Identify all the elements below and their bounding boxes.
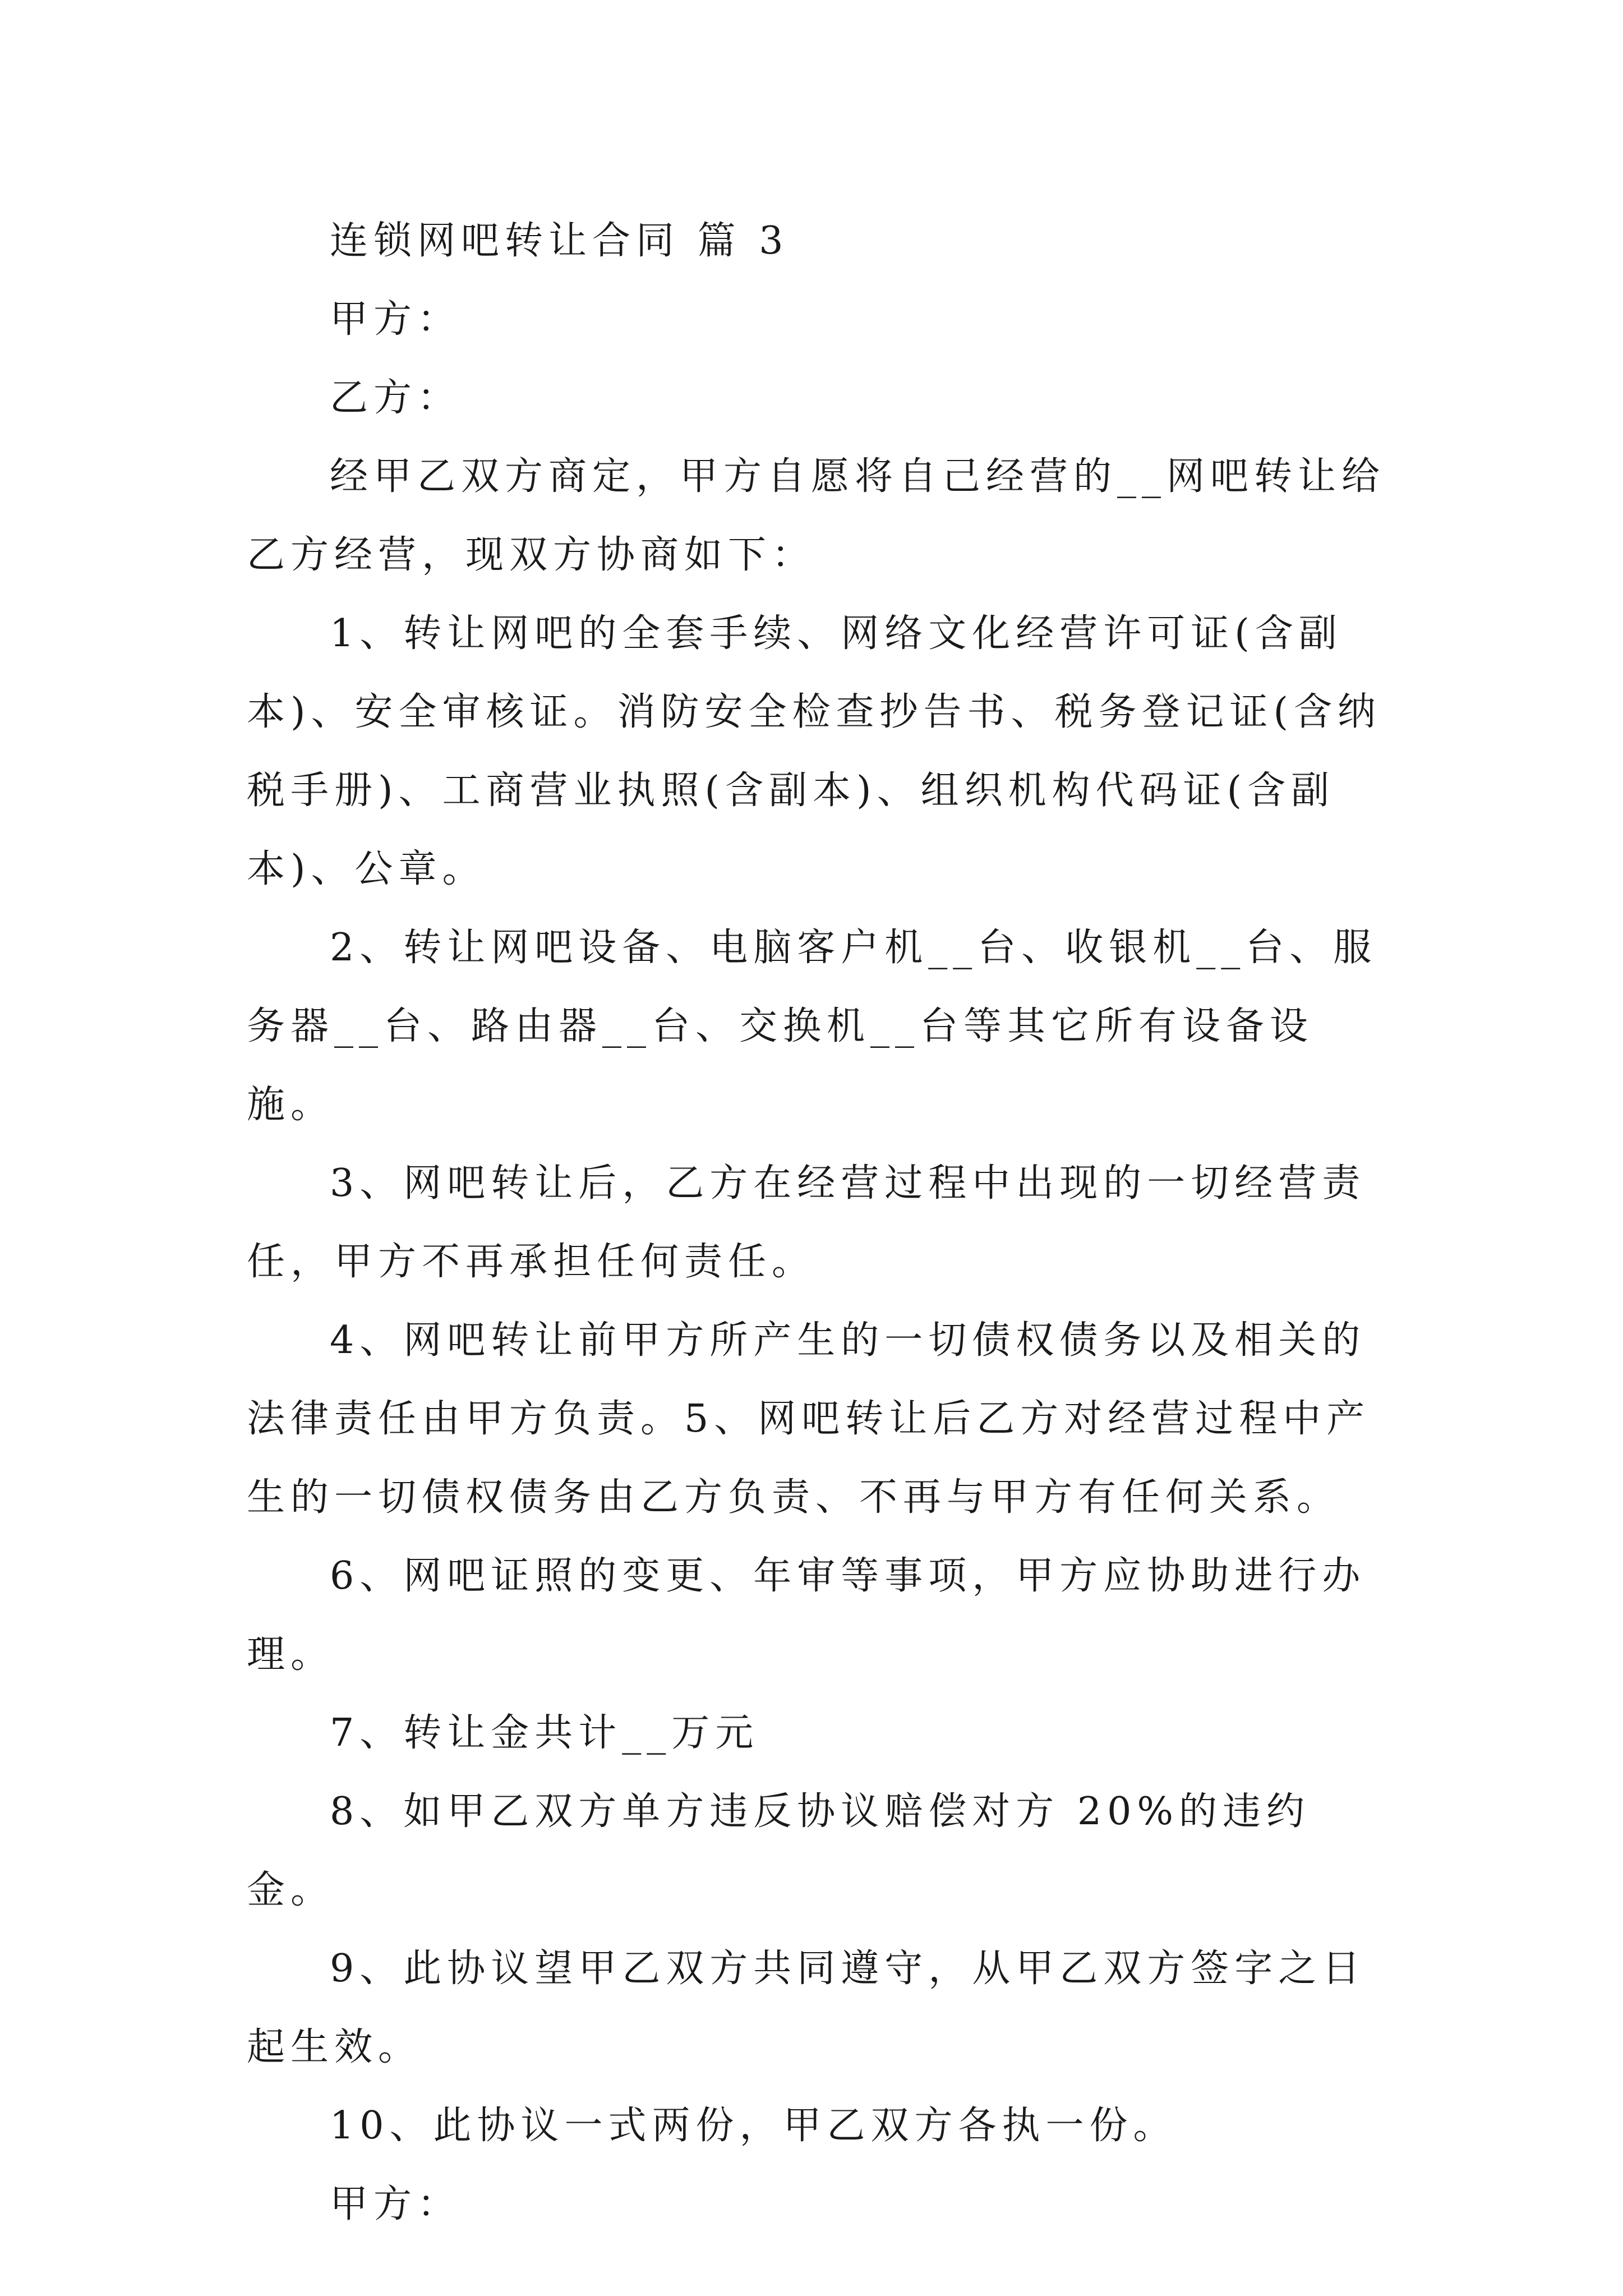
clause-7: 7、转让金共计__万元 [330,1711,759,1755]
clause-1: 1、转让网吧的全套手续、网络文化经营许可证(含副本)、安全审核证。消防安全检查抄告书、税务登记证(含纳税手册)、工商营业执照(含副本)、组织机构代码证(含副本)、公章。 [247,611,1382,891]
party-b-label: 乙方： [330,376,462,420]
party-a-label: 甲方： [330,297,462,342]
intro-paragraph: 经甲乙双方商定，甲方自愿将自己经营的__网吧转让给乙方经营，现双方协商如下： [247,454,1386,577]
document-title: 连锁网吧转让合同 篇 3 [330,219,789,263]
clause-9: 9、此协议望甲乙双方共同遵守，从甲乙双方签字之日起生效。 [247,1947,1366,2069]
clause-6: 6、网吧证照的变更、年审等事项，甲方应协助进行办理。 [247,1554,1366,1677]
clause-4-5: 4、网吧转让前甲方所产生的一切债权债务以及相关的法律责任由甲方负责。5、网吧转让后乙方对经营过程中产生的一切债权债务由乙方负责、不再与甲方有任何关系。 [247,1318,1371,1520]
clause-3: 3、网吧转让后，乙方在经营过程中出现的一切经营责任，甲方不再承担任何责任。 [247,1161,1366,1284]
clause-8: 8、如甲乙双方单方违反协议赔偿对方 20%的违约金。 [247,1789,1311,1912]
clause-2: 2、转让网吧设备、电脑客户机__台、收银机__台、服务器__台、路由器__台、交换机__台等其它所有设备设施。 [247,926,1377,1127]
document-body [247,202,1385,2244]
clause-10: 10、此协议一式两份，甲乙双方各执一份。 [330,2104,1177,2148]
signature-party-a: 甲方： [330,2182,462,2226]
